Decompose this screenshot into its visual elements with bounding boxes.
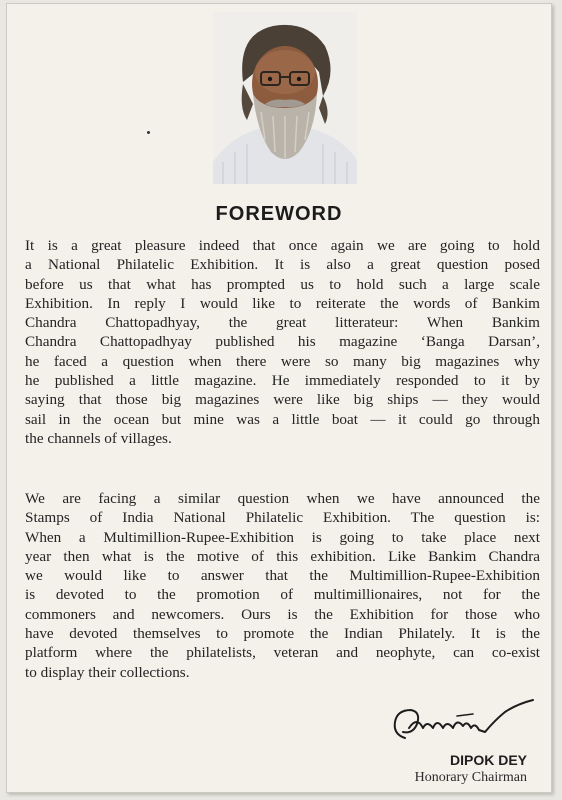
- handwritten-signature: [387, 698, 537, 746]
- foreword-paragraph-1: [25, 236, 540, 448]
- portrait-photo: [213, 12, 357, 184]
- text-line: Chandra Chattopadhyay published his magazine ‘Banga Darsan’,: [25, 333, 540, 351]
- text-line: before us that what has prompted us to hold such a large scale: [25, 275, 540, 293]
- text-line: Chandra Chattopadhyay, the great litterateur: When Bankim: [25, 314, 540, 332]
- text-line: year then what is the motive of this exhibition. Like Bankim Chandra: [25, 547, 540, 565]
- text-line: the channels of villages.: [25, 429, 172, 447]
- text-line: platform where the philatelists, veteran and neophyte, can co-exist: [25, 644, 540, 662]
- text-line: When a Multimillion-Rupee-Exhibition is going to take place next: [25, 528, 540, 546]
- text-line: We are facing a similar question when we have announced the: [25, 490, 540, 507]
- page-title: FOREWORD: [215, 203, 343, 225]
- text-line: is devoted to the promotion of multimillionaires, not for the: [25, 586, 540, 604]
- text-line: commoners and newcomers. Ours is the Exhibition for those who: [25, 605, 540, 623]
- signatory-name: DIPOK DEY: [449, 752, 527, 768]
- text-line: he published a little magazine. He immediately responded to it by: [25, 372, 540, 390]
- foreword-page: [6, 3, 552, 793]
- signatory-title: Honorary Chairman: [414, 770, 527, 785]
- text-line: sail in the ocean but mine was a little boat — it could go through: [25, 410, 540, 428]
- text-line: saying that those big magazines were like big ships — they would: [25, 391, 540, 409]
- text-line: we would like to answer that the Multimillion-Rupee-Exhibition: [25, 567, 540, 585]
- foreword-paragraph-2: [25, 489, 540, 682]
- text-line: have devoted themselves to promote the Indian Philately. It is the: [25, 625, 540, 643]
- text-line: Stamps of India National Philatelic Exhibition. The question is:: [25, 509, 540, 527]
- text-line: to display their collections.: [25, 663, 190, 681]
- text-line: a National Philatelic Exhibition. It is also a great question posed: [25, 256, 540, 274]
- text-line: he faced a question when there were so many big magazines why: [25, 352, 540, 370]
- text-line: Exhibition. In reply I would like to reiterate the words of Bankim: [25, 294, 540, 312]
- speck: [147, 131, 150, 134]
- text-line: It is a great pleasure indeed that once again we are going to hold: [25, 237, 540, 254]
